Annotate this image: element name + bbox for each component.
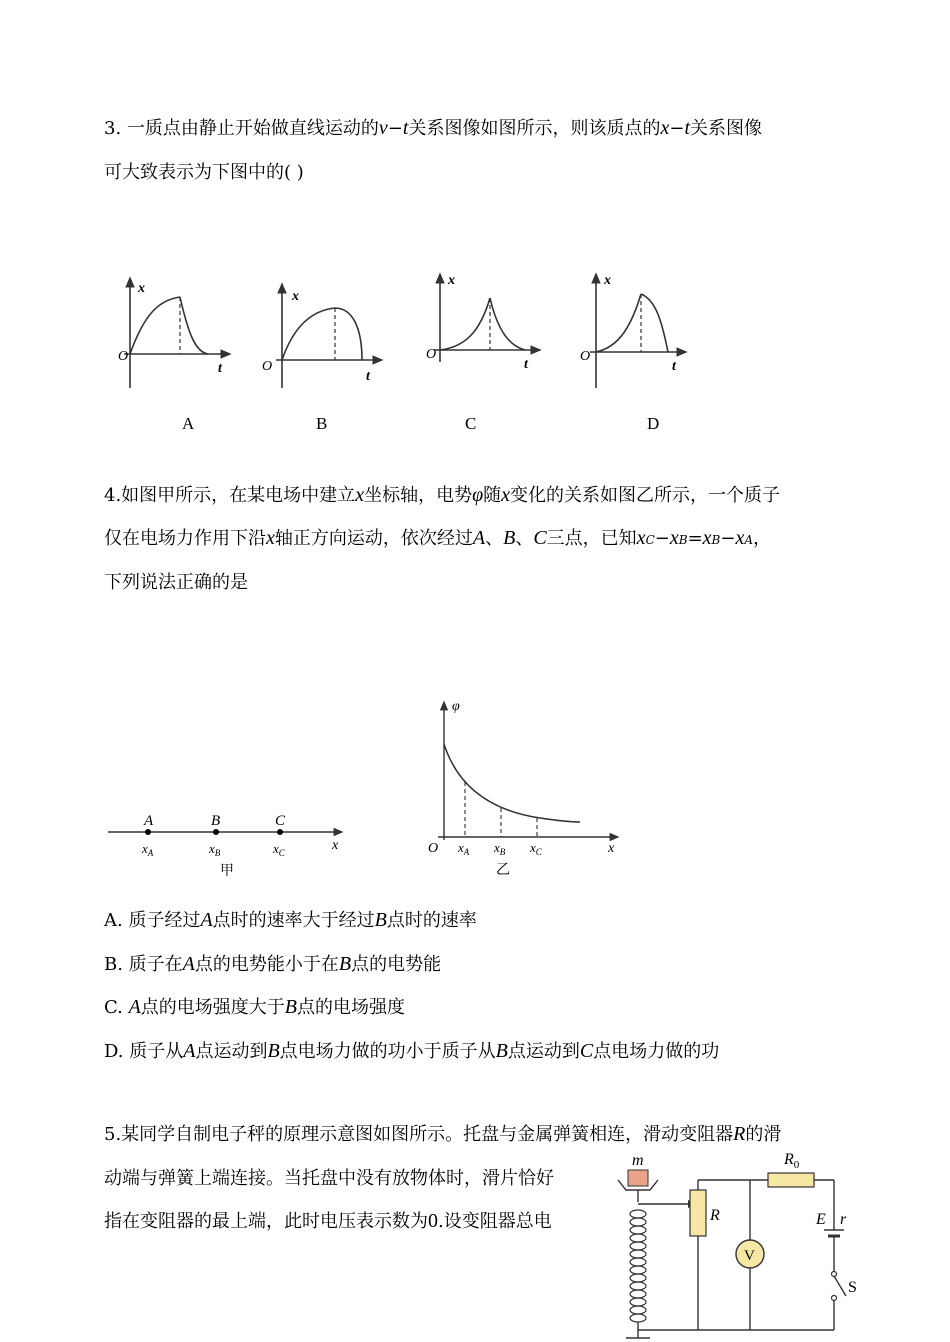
separator: 、 bbox=[485, 528, 504, 549]
var-B: B bbox=[503, 527, 516, 549]
var-B: B bbox=[267, 1040, 280, 1062]
q4-text: 随 bbox=[483, 485, 502, 506]
q3-text: 3. 一质点由静止开始做直线运动的 bbox=[104, 118, 379, 139]
var-A: A bbox=[182, 953, 195, 975]
option-text: 点运动到 bbox=[507, 1041, 580, 1062]
option-text: 点的电势能 bbox=[351, 954, 442, 975]
minus: − bbox=[387, 118, 403, 139]
sub-C: C bbox=[645, 533, 655, 547]
graph-d bbox=[580, 273, 686, 388]
sub-B: B bbox=[678, 533, 688, 547]
voltmeter-label: V bbox=[744, 1248, 755, 1264]
point-c bbox=[277, 829, 283, 835]
resistor-r bbox=[690, 1190, 706, 1236]
q5-text: 的滑 bbox=[745, 1124, 782, 1145]
q4-text: 坐标轴，电势 bbox=[364, 485, 473, 506]
option-text: D. 质子从 bbox=[104, 1041, 184, 1062]
q3-text: 关系图像 bbox=[690, 118, 762, 139]
option-text: 点电场力做的功小于质子从 bbox=[279, 1041, 496, 1062]
point-a bbox=[145, 829, 151, 835]
q4-text: 仅在电场力作用下沿 bbox=[104, 528, 266, 549]
resistor-r0 bbox=[768, 1173, 814, 1187]
axis-label-phi: φ bbox=[452, 699, 460, 714]
label-mass: m bbox=[632, 1152, 644, 1169]
origin-label: O bbox=[426, 347, 437, 362]
option-text: A. 质子经过 bbox=[104, 910, 201, 931]
graph-label-c[interactable]: C bbox=[465, 414, 477, 433]
fig-yi bbox=[420, 694, 630, 884]
var-A: A bbox=[472, 527, 486, 549]
tick-xc: $x_C$ bbox=[530, 840, 542, 857]
minus: − bbox=[669, 118, 685, 139]
axis-label-x: x bbox=[448, 273, 455, 288]
var-x: x bbox=[735, 527, 745, 549]
sub-B: B bbox=[711, 533, 721, 547]
option-a[interactable] bbox=[104, 906, 477, 932]
var-B: B bbox=[284, 996, 298, 1018]
q5-line-3 bbox=[104, 1207, 552, 1233]
q4-text: 变化的关系如图乙所示，一个质子 bbox=[510, 485, 781, 506]
graph-label-d[interactable]: D bbox=[647, 414, 660, 433]
option-b[interactable] bbox=[104, 950, 441, 976]
var-B: B bbox=[495, 1040, 508, 1062]
q4-text: 三点，已知 bbox=[546, 528, 637, 549]
var-C: C bbox=[579, 1040, 594, 1062]
caption-jia: 甲 bbox=[220, 864, 234, 879]
fig-jia bbox=[100, 805, 360, 885]
tick-xa: $x_A$ bbox=[142, 841, 154, 858]
q5-text: .设变阻器总电 bbox=[438, 1211, 552, 1232]
q3-graphs bbox=[100, 262, 700, 402]
option-text: 点运动到 bbox=[195, 1041, 268, 1062]
option-text: 点电场力做的功 bbox=[593, 1041, 720, 1062]
origin-label: O bbox=[118, 349, 129, 364]
graph-label-b[interactable]: B bbox=[316, 414, 328, 433]
label-internal-r: r bbox=[840, 1211, 847, 1228]
option-c[interactable] bbox=[104, 993, 405, 1019]
q4-line-2 bbox=[104, 524, 771, 550]
point-b bbox=[213, 829, 219, 835]
axis-label-x: x bbox=[332, 838, 339, 853]
label-c: C bbox=[275, 813, 286, 829]
option-text: 点时的速率大于经过 bbox=[212, 910, 375, 931]
value-zero: 0 bbox=[428, 1210, 438, 1232]
separator: 、 bbox=[515, 528, 534, 549]
var-phi: φ bbox=[472, 484, 484, 506]
var-t: t bbox=[684, 117, 690, 139]
q4-text: 轴正方向运动，依次经过 bbox=[274, 528, 473, 549]
var-B: B bbox=[374, 909, 387, 931]
caption-yi: 乙 bbox=[496, 863, 510, 878]
switch bbox=[834, 1276, 846, 1296]
q4-text: 4.如图甲所示，在某电场中建立 bbox=[104, 485, 356, 506]
equals: = bbox=[687, 528, 703, 549]
var-x: x bbox=[669, 527, 679, 549]
var-A: A bbox=[183, 1040, 196, 1062]
circuit-diagram bbox=[610, 1142, 870, 1342]
axis-label-x: x bbox=[138, 281, 145, 296]
var-A: A bbox=[128, 996, 141, 1018]
sub-A: A bbox=[744, 533, 754, 547]
minus: − bbox=[720, 528, 736, 549]
option-text: 点时的速率 bbox=[386, 910, 477, 931]
axis-label-x: x bbox=[292, 289, 299, 304]
origin-label: O bbox=[580, 349, 591, 364]
graph-a bbox=[118, 278, 230, 388]
axis-label-x: x bbox=[604, 273, 611, 288]
var-B: B bbox=[338, 953, 352, 975]
minus: − bbox=[654, 528, 670, 549]
tick-xb: $x_B$ bbox=[494, 840, 506, 857]
var-x: x bbox=[355, 484, 365, 506]
var-v: v bbox=[378, 117, 388, 139]
comma: ， bbox=[753, 528, 772, 549]
var-x: x bbox=[660, 117, 670, 139]
label-switch: S bbox=[848, 1279, 857, 1296]
spring bbox=[630, 1210, 646, 1322]
axis-label-t: t bbox=[366, 369, 370, 384]
var-A: A bbox=[200, 909, 213, 931]
q5-text: 5.某同学自制电子秤的原理示意图如图所示。托盘与金属弹簧相连，滑动变阻器 bbox=[104, 1124, 734, 1145]
tick-xb: $x_B$ bbox=[209, 841, 221, 858]
var-x: x bbox=[501, 484, 511, 506]
q4-line-1 bbox=[104, 481, 780, 507]
q3-line-2: 可大致表示为下图中的( ) bbox=[104, 162, 304, 183]
option-text: B. 质子在 bbox=[104, 954, 183, 975]
mass-block bbox=[628, 1170, 648, 1186]
label-emf: E bbox=[816, 1211, 826, 1228]
axis-label-t: t bbox=[672, 359, 676, 374]
axis-label-t: t bbox=[218, 361, 222, 376]
var-C: C bbox=[533, 527, 547, 549]
tick-xa: $x_A$ bbox=[458, 840, 470, 857]
label-r0: $R_0$ bbox=[784, 1151, 800, 1171]
q5-line-2: 动端与弹簧上端连接。当托盘中没有放物体时，滑片恰好 bbox=[104, 1168, 554, 1189]
var-t: t bbox=[402, 117, 409, 139]
q3-text: 关系图像如图所示，则该质点的 bbox=[408, 118, 661, 139]
label-r: R bbox=[710, 1207, 720, 1224]
origin-label: O bbox=[428, 841, 439, 856]
option-text: 点的电势能小于在 bbox=[194, 954, 339, 975]
var-x: x bbox=[702, 527, 712, 549]
label-a: A bbox=[144, 813, 154, 829]
graph-label-a[interactable]: A bbox=[182, 414, 195, 433]
option-text: 点的电场强度大于 bbox=[140, 997, 285, 1018]
axis-label-x: x bbox=[608, 841, 615, 856]
label-b: B bbox=[211, 813, 221, 829]
q3-line-1 bbox=[104, 114, 762, 140]
q4-line-3: 下列说法正确的是 bbox=[104, 572, 248, 593]
option-d[interactable] bbox=[104, 1037, 719, 1063]
option-text: 点的电场强度 bbox=[297, 997, 406, 1018]
axis-label-t: t bbox=[524, 357, 528, 372]
var-x: x bbox=[636, 527, 646, 549]
graph-b bbox=[262, 284, 382, 388]
tick-xc: $x_C$ bbox=[273, 841, 285, 858]
var-x: x bbox=[266, 527, 275, 549]
option-text: C. bbox=[104, 997, 129, 1018]
origin-label: O bbox=[262, 359, 273, 374]
var-R: R bbox=[733, 1123, 746, 1145]
graph-c bbox=[426, 273, 540, 372]
q5-text: 指在变阻器的最上端，此时电压表示数为 bbox=[104, 1211, 428, 1232]
